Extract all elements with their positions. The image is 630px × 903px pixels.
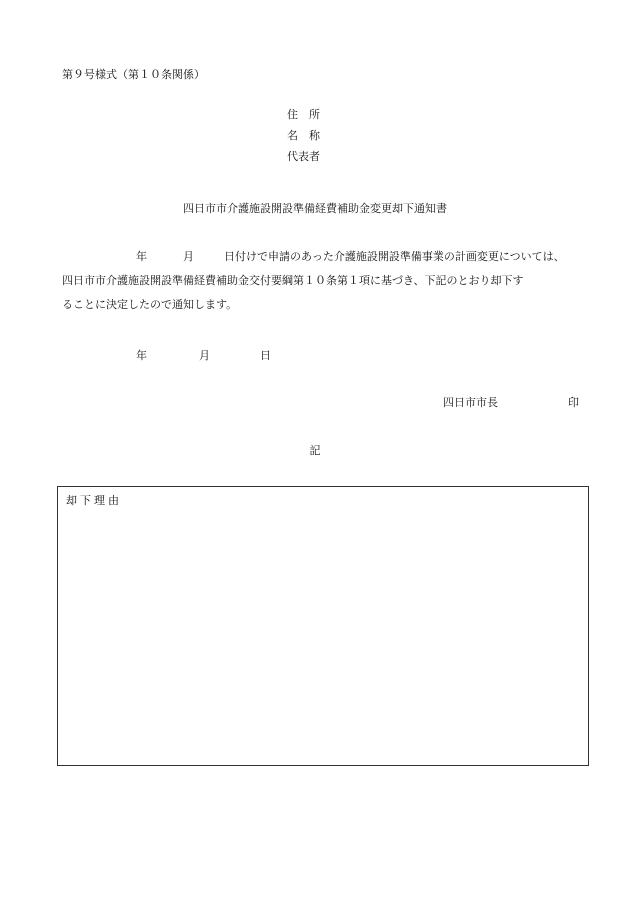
body-line-3: ることに決定したので通知します。 xyxy=(62,298,238,311)
note-heading: 記 xyxy=(309,444,321,457)
body-month: 月 xyxy=(183,250,194,263)
body-line-1-text: 日付けで申請のあった介護施設開設準備事業の計画変更については、 xyxy=(224,250,565,263)
document-title: 四日市市介護施設開設準備経費補助金変更却下通知書 xyxy=(183,202,447,215)
recipient-address-label: 住 所 xyxy=(287,108,320,121)
body-line-1 xyxy=(62,251,565,262)
issuer-name: 四日市市長 xyxy=(443,396,498,409)
recipient-name-label: 名 称 xyxy=(287,129,320,142)
date-month: 月 xyxy=(199,349,210,362)
rejection-reason-label: 却下理由 xyxy=(66,494,122,507)
body-year: 年 xyxy=(136,250,147,263)
body-line-2: 四日市市介護施設開設準備経費補助金交付要綱第１０条第１項に基づき、下記のとおり却下す xyxy=(62,274,524,287)
date-day: 日 xyxy=(260,349,271,362)
form-number: 第９号様式（第１０条関係） xyxy=(62,68,205,81)
seal-mark: 印 xyxy=(568,396,579,409)
issuer-line xyxy=(443,397,579,408)
recipient-representative-label: 代表者 xyxy=(287,150,320,163)
recipient-block xyxy=(287,109,320,172)
date-year: 年 xyxy=(136,349,147,362)
rejection-reason-box xyxy=(57,486,589,766)
issue-date xyxy=(136,350,271,361)
